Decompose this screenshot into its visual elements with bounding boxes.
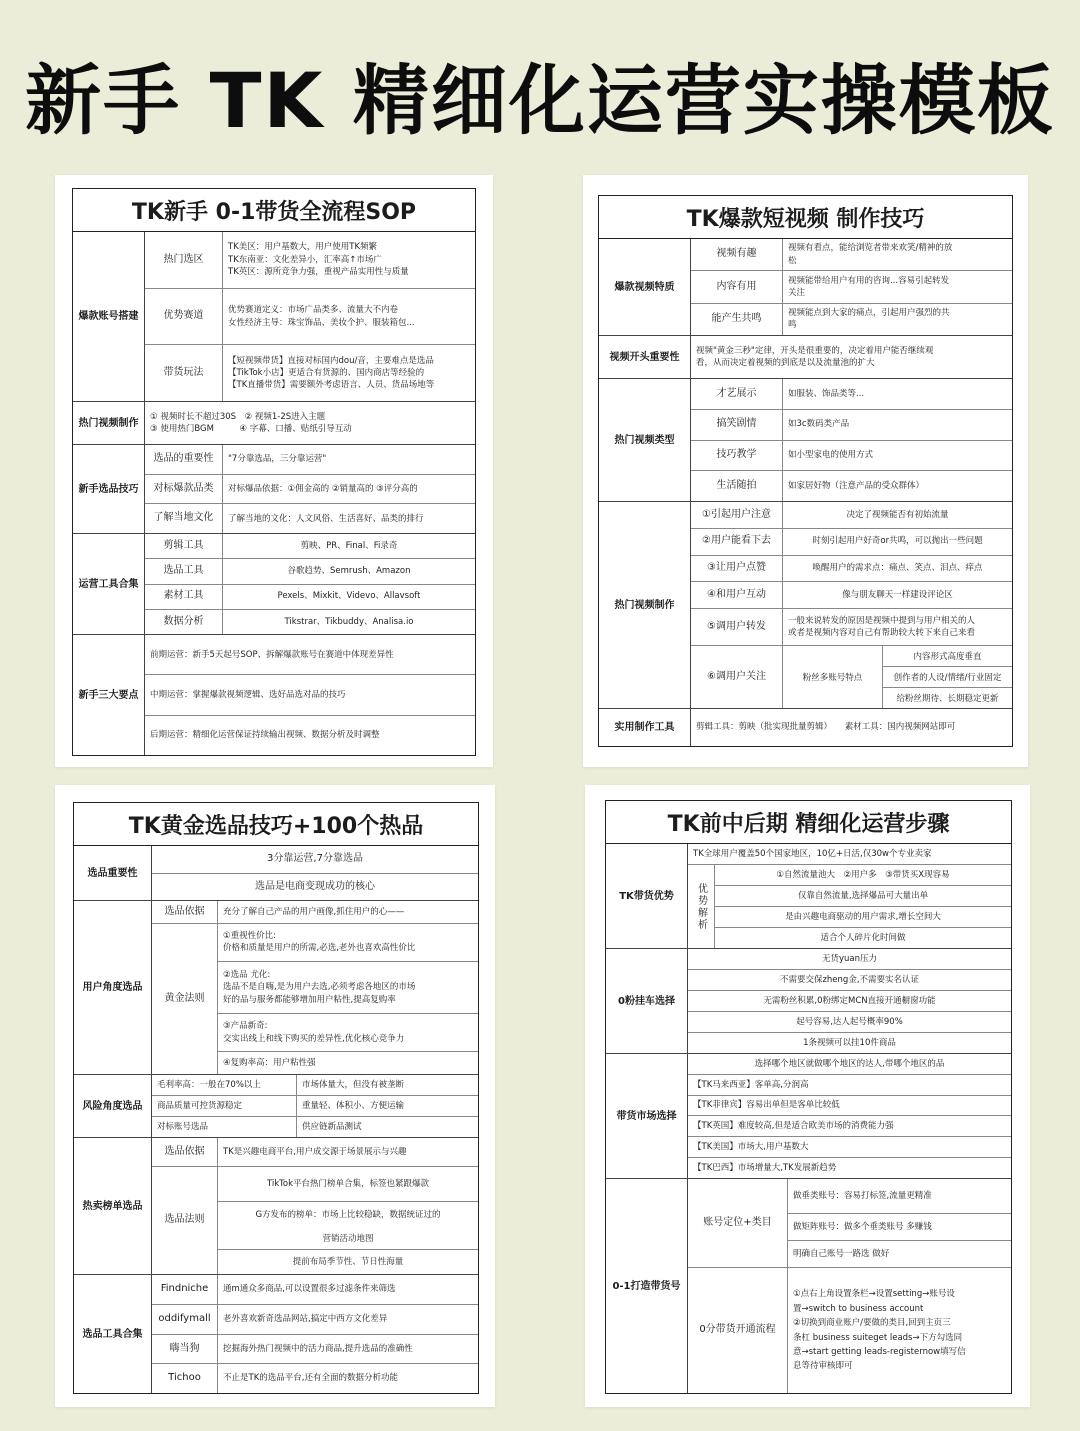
row-value: 充分了解自己产品的用户画像,抓住用户的心——	[223, 906, 405, 917]
section-head: 实用制作工具	[599, 709, 691, 746]
section	[599, 239, 1012, 336]
row-value: 通m通众多商品,可以设置很多过滤条件来筛选	[223, 1284, 396, 1295]
row-label: 能产生共鸣	[691, 304, 783, 335]
section	[74, 1275, 478, 1393]
row-value: ① 视频时长不超过30S ② 视频1-2S进入主题 ③ 使用热门BGM ④ 字幕、口播、贴纸引导互动	[150, 411, 352, 434]
row-value: 无需粉丝积累,0粉绑定MCN直接开通橱窗功能	[763, 995, 936, 1006]
row	[152, 1364, 478, 1393]
row-value: 谷歌趋势、Semrush、Amazon	[287, 566, 411, 577]
card-product	[55, 785, 495, 1407]
row	[688, 1096, 1011, 1117]
row-value: 如家居好物（注意产品的受众群体）	[788, 480, 925, 491]
section	[74, 1075, 478, 1138]
rule-item: ③产品新奇: 交实出线上和线下购买的差异性,优化核心竞争力	[218, 1014, 478, 1052]
row-label: 才艺展示	[691, 379, 783, 409]
row	[688, 991, 1011, 1012]
row-value: 【短视频带货】直接对标国内dou/音，主要难点是选品 【TikTok小店】更适合有货源的、国内商店等经验的 【TK直播带货】需要额外考虑语言、人员、货品场地等	[228, 355, 435, 391]
section-head: 带货市场选择	[606, 1054, 688, 1178]
row-value: 【TK美国】市场大,用户基数大	[693, 1142, 809, 1153]
row	[691, 304, 1012, 335]
section	[599, 502, 1012, 709]
section-head: 新手选品技巧	[73, 445, 145, 533]
row-label: Tichoo	[152, 1364, 218, 1393]
row-label: 选品依据	[152, 1138, 218, 1166]
row-label: 剪辑工具	[145, 534, 223, 558]
row	[152, 924, 478, 1074]
row-value: 如服装、饰品类等...	[788, 388, 865, 399]
section-head: 热门视频类型	[599, 379, 691, 501]
rule-item: G方发布的榜单：市场上比较稳缺，数据统证过的	[255, 1210, 441, 1221]
row-value: TK是兴趣电商平台,用户成交源于场景展示与兴趣	[223, 1146, 407, 1157]
row	[691, 239, 1012, 271]
row-value: 视频能带给用户有用的咨询...容易引起转发 关注	[788, 275, 950, 298]
row	[691, 582, 1012, 609]
section	[73, 445, 475, 534]
row	[145, 559, 475, 584]
row	[691, 646, 1012, 708]
row	[145, 635, 475, 675]
row-label: ①引起用户注意	[691, 502, 783, 528]
card-steps	[585, 785, 1030, 1407]
row-value: 剪辑工具：剪映（批实现批量剪辑） 素材工具：国内视频网站即可	[696, 722, 956, 733]
row	[691, 410, 1012, 441]
row	[691, 271, 1012, 303]
section	[73, 232, 475, 402]
row-label: 搞笑剧情	[691, 410, 783, 440]
row	[152, 1305, 478, 1335]
row	[145, 610, 475, 634]
section	[606, 844, 1011, 949]
row-label: 技巧教学	[691, 441, 783, 471]
section-head: 新手三大要点	[73, 635, 145, 755]
card-title: TK新手 0-1带货全流程SOP	[73, 189, 475, 232]
row	[145, 585, 475, 610]
row-label: 0分带货开通流程	[688, 1268, 788, 1393]
row-value: Tikstrar、Tikbuddy、Analisa.io	[284, 616, 414, 627]
card-title: TK黄金选品技巧+100个热品	[74, 803, 478, 846]
row-label: 热门选区	[145, 232, 223, 288]
row-value: 无货yuan压力	[821, 953, 877, 964]
section-head: 热门视频制作	[599, 502, 691, 708]
row	[691, 471, 1012, 501]
rule-item: ④复购率高：用户粘性强	[223, 1057, 316, 1068]
row	[145, 534, 475, 559]
row	[688, 1158, 1011, 1178]
positioning-item: 做矩阵账号：做多个垂类账号 多赚钱	[788, 1214, 1011, 1241]
row	[691, 336, 1012, 378]
section	[74, 846, 478, 901]
section	[599, 336, 1012, 379]
rule-item: ②选品 尤化: 选品不是自嗨,是为用户去选,必须考虑各地区的市场 好的品与服务都能够增加用户粘性,提高复购率	[218, 962, 478, 1015]
row	[152, 1167, 478, 1274]
row	[691, 556, 1012, 583]
row-value: 视频"黄金三秒"定律，开头是很重要的，决定着用户能否继续观 看，从而决定着视频的到底是以及流量池的扩大	[696, 345, 934, 368]
row-label: 嗨当狗	[152, 1335, 218, 1364]
section-head: 爆款账号搭建	[73, 232, 145, 401]
section	[74, 901, 478, 1075]
row-value: 视频有看点，能给浏览者带来欢笑/精神的放 松	[788, 243, 953, 266]
section	[599, 379, 1012, 502]
row	[145, 402, 475, 444]
row-value: 时刻引起用户好奇or共鸣，可以抛出一些问题	[812, 536, 983, 547]
row	[691, 609, 1012, 646]
row	[691, 441, 1012, 472]
section-head: 运营工具合集	[73, 534, 145, 634]
card-title: TK爆款短视频 制作技巧	[599, 196, 1012, 239]
section	[74, 1138, 478, 1275]
row	[688, 1012, 1011, 1033]
row-value: 决定了视频能否有初始流量	[846, 509, 949, 520]
row	[145, 675, 475, 715]
row-value: 【TK巴西】市场增量大,TK发展新趋势	[693, 1162, 837, 1173]
row	[688, 949, 1011, 970]
row-value: TK美区：用户基数大，用户使用TK频繁 TK东南亚：文化差异小，汇率高↑市场广 TK英区：源所竞争力强，重视产品实用性与质量	[228, 242, 409, 277]
section-head: 选品重要性	[74, 846, 152, 900]
row	[145, 289, 475, 346]
row-value: 如3c数码类产品	[788, 419, 850, 430]
row-label: 账号定位+类目	[688, 1179, 788, 1267]
feature-item: 内容形式高度垂直	[883, 646, 1012, 667]
main-title: 新手 TK 精细化运营实操模板	[25, 56, 1055, 145]
row-value: 剪映、PR、Final、Fi录奇	[300, 540, 398, 551]
row-value: 不止是TK的选品平台,还有全面的数据分析功能	[223, 1373, 398, 1384]
section-head: 0粉挂车选择	[606, 949, 688, 1053]
row-label: 视频有趣	[691, 239, 783, 270]
row	[688, 844, 1011, 865]
feature-item: 给粉丝期待、长期稳定更新	[896, 694, 999, 705]
advantage-item: 适合个人碎片化时间做	[820, 932, 906, 943]
row-value: 老外喜欢新奇选品网站,搞定中西方文化差异	[223, 1313, 388, 1324]
section	[606, 1054, 1011, 1179]
row-value: 对标账号选品	[152, 1117, 297, 1137]
row	[152, 1117, 478, 1137]
row	[688, 1179, 1011, 1268]
row-value: 选品是电商变现成功的核心	[255, 880, 375, 892]
row-label: ②用户能看下去	[691, 529, 783, 555]
section	[73, 402, 475, 445]
section-head: 用户角度选品	[74, 901, 152, 1074]
row	[688, 1033, 1011, 1053]
row	[145, 716, 475, 755]
row-label: 带货玩法	[145, 345, 223, 401]
row	[152, 1096, 478, 1117]
row	[152, 1335, 478, 1365]
row-label: ④和用户互动	[691, 582, 783, 608]
section	[73, 534, 475, 635]
row-value: 前期运营：新手5天起号SOP、拆解爆款账号在赛道中体现差异性	[150, 649, 394, 660]
row-label: ⑤调用户转发	[691, 609, 783, 645]
feature-label: 粉丝多账号特点	[783, 646, 883, 708]
row	[691, 502, 1012, 529]
section	[606, 1179, 1011, 1393]
section	[73, 635, 475, 755]
row-value	[783, 646, 1012, 708]
advantage-item: 是由兴趣电商驱动的用户需求,增长空间大	[715, 907, 1011, 928]
row-value: 优势赛道定义：市场广品类多、流量大不内卷 女性经济主导：珠宝饰品、美妆个护、服装箱包...	[228, 305, 415, 328]
row-value: 挖掘海外热门视频中的活力商品,提升选品的准确性	[223, 1343, 413, 1354]
row-value: ①点右上角设置条栏→设置setting→账号设 置→switch to business account ②切换到商业账户/要做的类目,回到主页三 条杠 business suiteget leads→下方勾选同 意→start getting leads-registernow填写信 息等待审核即可	[793, 1289, 966, 1372]
row-label: oddifymall	[152, 1305, 218, 1334]
row-label: 选品依据	[152, 901, 218, 923]
section-head: 热卖榜单选品	[74, 1138, 152, 1274]
row	[152, 901, 478, 924]
row-value: 中期运营：掌握爆款视频逻辑、选好品选对品的技巧	[150, 689, 346, 700]
row-value: 了解当地的文化：人文风俗、生活喜好、品类的排行	[228, 513, 424, 524]
row	[152, 846, 478, 874]
row-label: Findniche	[152, 1275, 218, 1304]
row-label: 素材工具	[145, 585, 223, 609]
row	[145, 504, 475, 533]
row-value: 毛利率高：一般在70%以上	[152, 1075, 297, 1095]
row-label: 生活随拍	[691, 471, 783, 501]
row-value: 商品质量可控货源稳定	[152, 1096, 297, 1116]
row-value: 如小型家电的使用方式	[788, 450, 874, 461]
positioning-item: 明确自己账号一路选 做好	[793, 1248, 890, 1259]
card-video	[583, 175, 1028, 767]
row	[152, 1075, 478, 1096]
section-head: 风险角度选品	[74, 1075, 152, 1137]
rule-item: ①重视性价比: 价格和质量是用户的所需,必选,老外也喜欢高性价比	[218, 924, 478, 962]
rule-item: TikTok平台热门榜单合集，标签也紧跟爆款	[218, 1167, 478, 1202]
row-label: ⑥调用户关注	[691, 646, 783, 708]
row-value: 3分靠运营,7分靠选品	[267, 853, 363, 864]
row-value: 像与朋友聊天一样建设评论区	[842, 590, 953, 601]
row	[688, 1268, 1011, 1393]
section-head: 热门视频制作	[73, 402, 145, 444]
section-head: 视频开头重要性	[599, 336, 691, 378]
row-value: 唤醒用户的需求点：痛点、笑点、泪点、痒点	[812, 563, 983, 574]
row	[688, 1075, 1011, 1096]
card-sop	[55, 175, 493, 767]
row-label: 了解当地文化	[145, 504, 223, 533]
row-label: 黄金法则	[152, 924, 218, 1074]
row	[691, 529, 1012, 556]
row-value: 重量轻、体积小、方便运输	[302, 1100, 405, 1111]
section-head: TK带货优势	[606, 844, 688, 948]
row-label: 选品工具	[145, 559, 223, 583]
row-value: 选择哪个地区就做哪个地区的达人,带哪个地区的品	[754, 1058, 945, 1069]
row	[688, 1137, 1011, 1158]
row-value: 后期运营：精细化运营保证持续输出视频、数据分析及时调整	[150, 730, 380, 741]
row-value: 一般来说转发的原因是视频中提到与用户相关的人 或者是视频内容对自己有帮助较大转下来自己来看	[788, 615, 976, 639]
row	[691, 709, 1012, 746]
row-value: TK全球用户覆盖50个国家地区，10亿+日活,仅30w个专业卖家	[693, 848, 932, 859]
row	[152, 874, 478, 901]
row-value: 【TK菲律宾】容易出单但是客单比较低	[693, 1100, 840, 1111]
row-value: 市场体量大，但没有被垄断	[302, 1079, 405, 1090]
row-label: 选品法则	[152, 1167, 218, 1274]
row	[688, 1116, 1011, 1137]
section-head: 选品工具合集	[74, 1275, 152, 1393]
feature-item: 创作者的人设/情绪/行业固定	[883, 667, 1012, 688]
advantage-item: ①自然流量池大 ②用户多 ③带货买X现容易	[715, 865, 1011, 886]
row	[145, 345, 475, 401]
row-value: 1条视频可以挂10件商品	[803, 1037, 896, 1048]
rule-item: 提前布局季节性、节日性海量	[292, 1257, 404, 1268]
row	[688, 970, 1011, 991]
section-head: 0-1打造带货号	[606, 1179, 688, 1393]
row-label: 优势解析	[688, 865, 715, 948]
row	[145, 232, 475, 289]
row-label: 对标爆款品类	[145, 475, 223, 504]
positioning-item: 做垂类账号：容易打标签,流量更精准	[788, 1179, 1011, 1214]
section	[606, 949, 1011, 1054]
row-label: 内容有用	[691, 271, 783, 302]
row-label: 选品的重要性	[145, 445, 223, 474]
card-title: TK前中后期 精细化运营步骤	[606, 801, 1011, 844]
row-label: 数据分析	[145, 610, 223, 634]
row-value: 供应链新品测试	[302, 1121, 362, 1132]
section-head: 爆款视频特质	[599, 239, 691, 335]
rule-item: 营销活动地图	[218, 1228, 478, 1250]
advantage-item: 仅靠自然流量,选择爆品可大量出单	[715, 886, 1011, 907]
row	[688, 865, 1011, 948]
row-label: ③让用户点赞	[691, 556, 783, 582]
row-label: 优势赛道	[145, 289, 223, 345]
row	[145, 445, 475, 475]
row	[152, 1275, 478, 1305]
row	[688, 1054, 1011, 1075]
row	[691, 379, 1012, 410]
row-value: "7分靠选品，三分靠运营"	[228, 454, 327, 465]
row-value: 视频能点到大家的痛点，引起用户强烈的共 鸣	[788, 308, 950, 331]
row-value: 【TK英国】难度较高,但是适合欧美市场的消费能力强	[693, 1121, 894, 1132]
row-value: Pexels、Mixkit、Videvo、Allavsoft	[277, 591, 421, 602]
row-value: 不需要交保zheng金,不需要实名认证	[779, 974, 920, 985]
section	[599, 709, 1012, 746]
row	[152, 1138, 478, 1167]
row-value: 【TK马来西亚】客单高,分润高	[693, 1079, 809, 1090]
row	[145, 475, 475, 505]
row-value: 对标爆品依据：①佣金高的 ②销量高的 ③评分高的	[228, 483, 418, 494]
row-value: 起号容易,达人起号概率90%	[796, 1016, 903, 1027]
